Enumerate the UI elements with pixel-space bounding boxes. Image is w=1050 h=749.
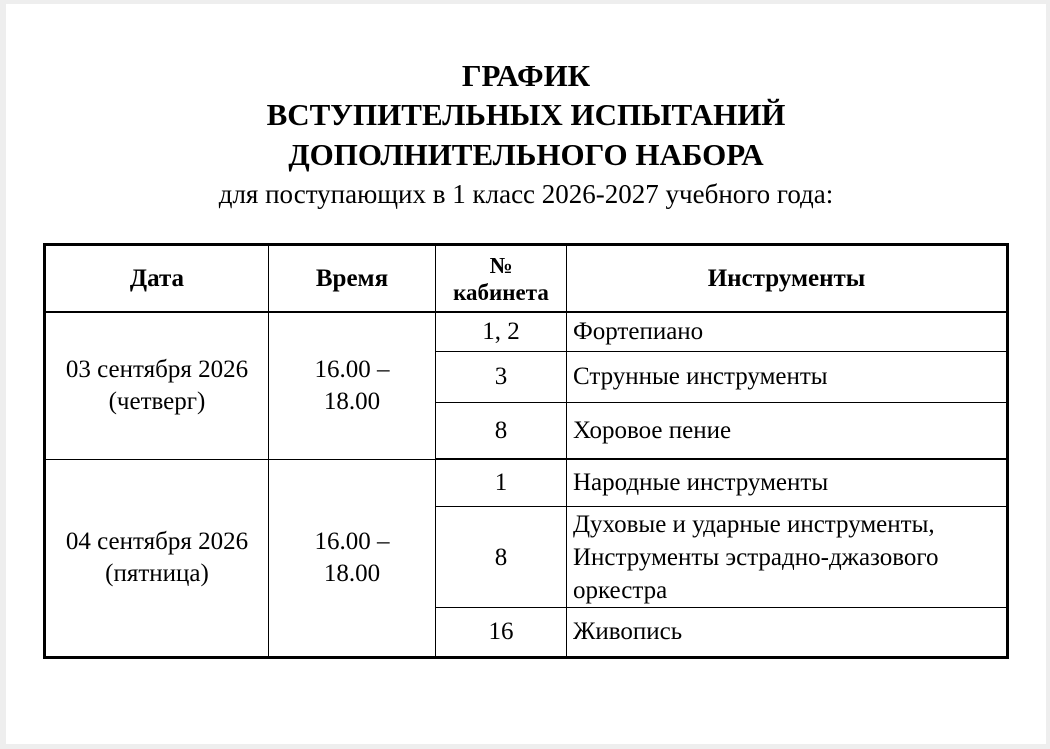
header-date: Дата <box>45 245 269 313</box>
table-row <box>45 459 1008 507</box>
date-text: 03 сентября 2026 <box>65 355 249 383</box>
date-text: 04 сентября 2026 <box>65 527 249 555</box>
weekday-text: (четверг) <box>108 387 206 415</box>
document-subtitle: для поступающих в 1 класс 2026-2027 учебного года: <box>218 179 834 209</box>
room-cell: 8 <box>436 403 567 460</box>
weekday-text: (пятница) <box>105 559 209 587</box>
room-cell: 1 <box>436 459 567 507</box>
date-cell <box>45 459 269 658</box>
time-start: 16.00 – <box>314 527 390 555</box>
instrument-cell: Хоровое пение <box>567 403 1008 460</box>
document-page <box>6 4 1046 744</box>
room-cell: 1, 2 <box>436 312 567 352</box>
header-room <box>436 245 567 313</box>
table-header-row <box>45 245 1008 313</box>
room-cell: 16 <box>436 608 567 658</box>
header-room-number-sign: № <box>489 252 513 278</box>
document-title-line2: ВСТУПИТЕЛЬНЫХ ИСПЫТАНИЙ <box>266 97 786 132</box>
instrument-cell: Живопись <box>567 608 1008 658</box>
room-cell: 3 <box>436 352 567 403</box>
table-row <box>45 312 1008 352</box>
document-title: ГРАФИК <box>461 58 591 93</box>
time-end: 18.00 <box>323 559 381 587</box>
header-room-label: кабинета <box>453 279 549 305</box>
instrument-cell <box>567 507 1008 608</box>
time-end: 18.00 <box>323 387 381 415</box>
header-time: Время <box>269 245 436 313</box>
schedule-table <box>43 243 1009 659</box>
instrument-cell: Народные инструменты <box>567 459 1008 507</box>
header-instruments: Инструменты <box>567 245 1008 313</box>
instrument-text-line3: оркестра <box>573 576 668 604</box>
instrument-cell: Фортепиано <box>567 312 1008 352</box>
instrument-text-line2: Инструменты эстрадно-джазового <box>573 543 939 571</box>
date-cell <box>45 312 269 459</box>
time-start: 16.00 – <box>314 355 390 383</box>
instrument-text-line1: Духовые и ударные инструменты, <box>573 510 935 538</box>
instrument-cell: Струнные инструменты <box>567 352 1008 403</box>
room-cell: 8 <box>436 507 567 608</box>
time-cell <box>269 459 436 658</box>
document-title-line3: ДОПОЛНИТЕЛЬНОГО НАБОРА <box>288 137 764 172</box>
time-cell <box>269 312 436 459</box>
